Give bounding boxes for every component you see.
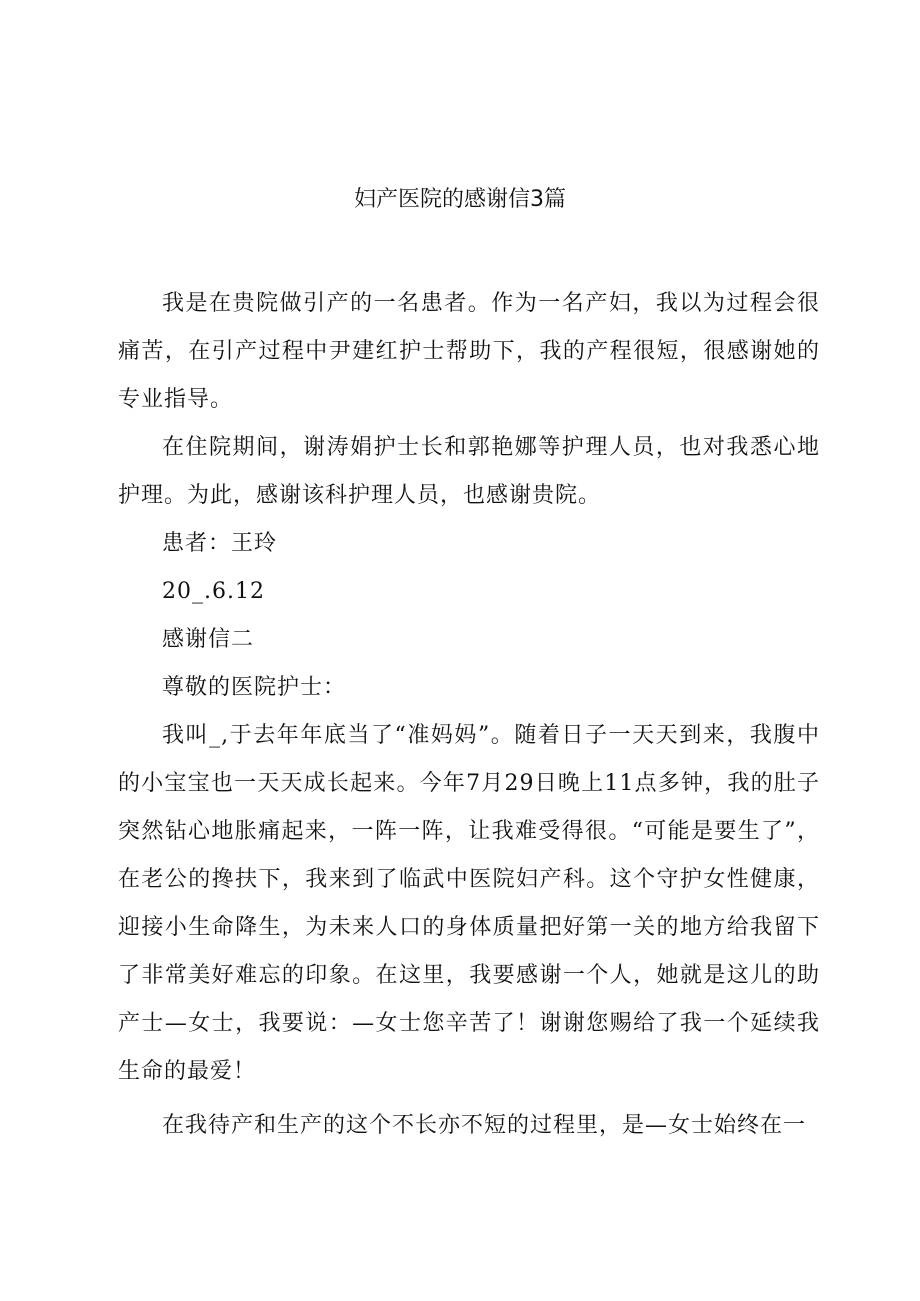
letter-two-heading: 感谢信二 xyxy=(162,627,255,652)
patient-signature: 患者：王玲 xyxy=(162,531,278,556)
document-body xyxy=(118,280,820,1150)
paragraph-4: 在我待产和生产的这个不长亦不短的过程里，是—女士始终在一 xyxy=(162,1113,807,1138)
paragraph-2: 在住院期间，谢涛娟护士长和郭艳娜等护理人员，也对我悉心地护理。为此，感谢该科护理人员，也感谢贵院。 xyxy=(118,435,820,508)
letter-date: 20_.6.12 xyxy=(162,579,265,604)
salutation: 尊敬的医院护士： xyxy=(162,675,347,700)
paragraph-1: 我是在贵院做引产的一名患者。作为一名产妇，我以为过程会很痛苦，在引产过程中尹建红护士帮助下，我的产程很短，很感谢她的专业指导。 xyxy=(118,291,820,412)
paragraph-3: 我叫_,于去年年底当了“准妈妈”。随着日子一天天到来，我腹中的小宝宝也一天天成长起来。今年7月29日晚上11点多钟，我的肚子突然钻心地胀痛起来，一阵一阵，让我难受得很。“可能是要生了”，在老公的搀扶下，我来到了临武中医院妇产科。这个守护女性健康，迎接小生命降生，为未来人口的身体质量把好第一关的地方给我留下了非常美好难忘的印象。在这里，我要感谢一个人，她就是这儿的助产士—女士，我要说：—女士您辛苦了！谢谢您赐给了我一个延续我生命的最爱！ xyxy=(118,723,820,1084)
document-title: 妇产医院的感谢信3篇 xyxy=(354,187,566,212)
